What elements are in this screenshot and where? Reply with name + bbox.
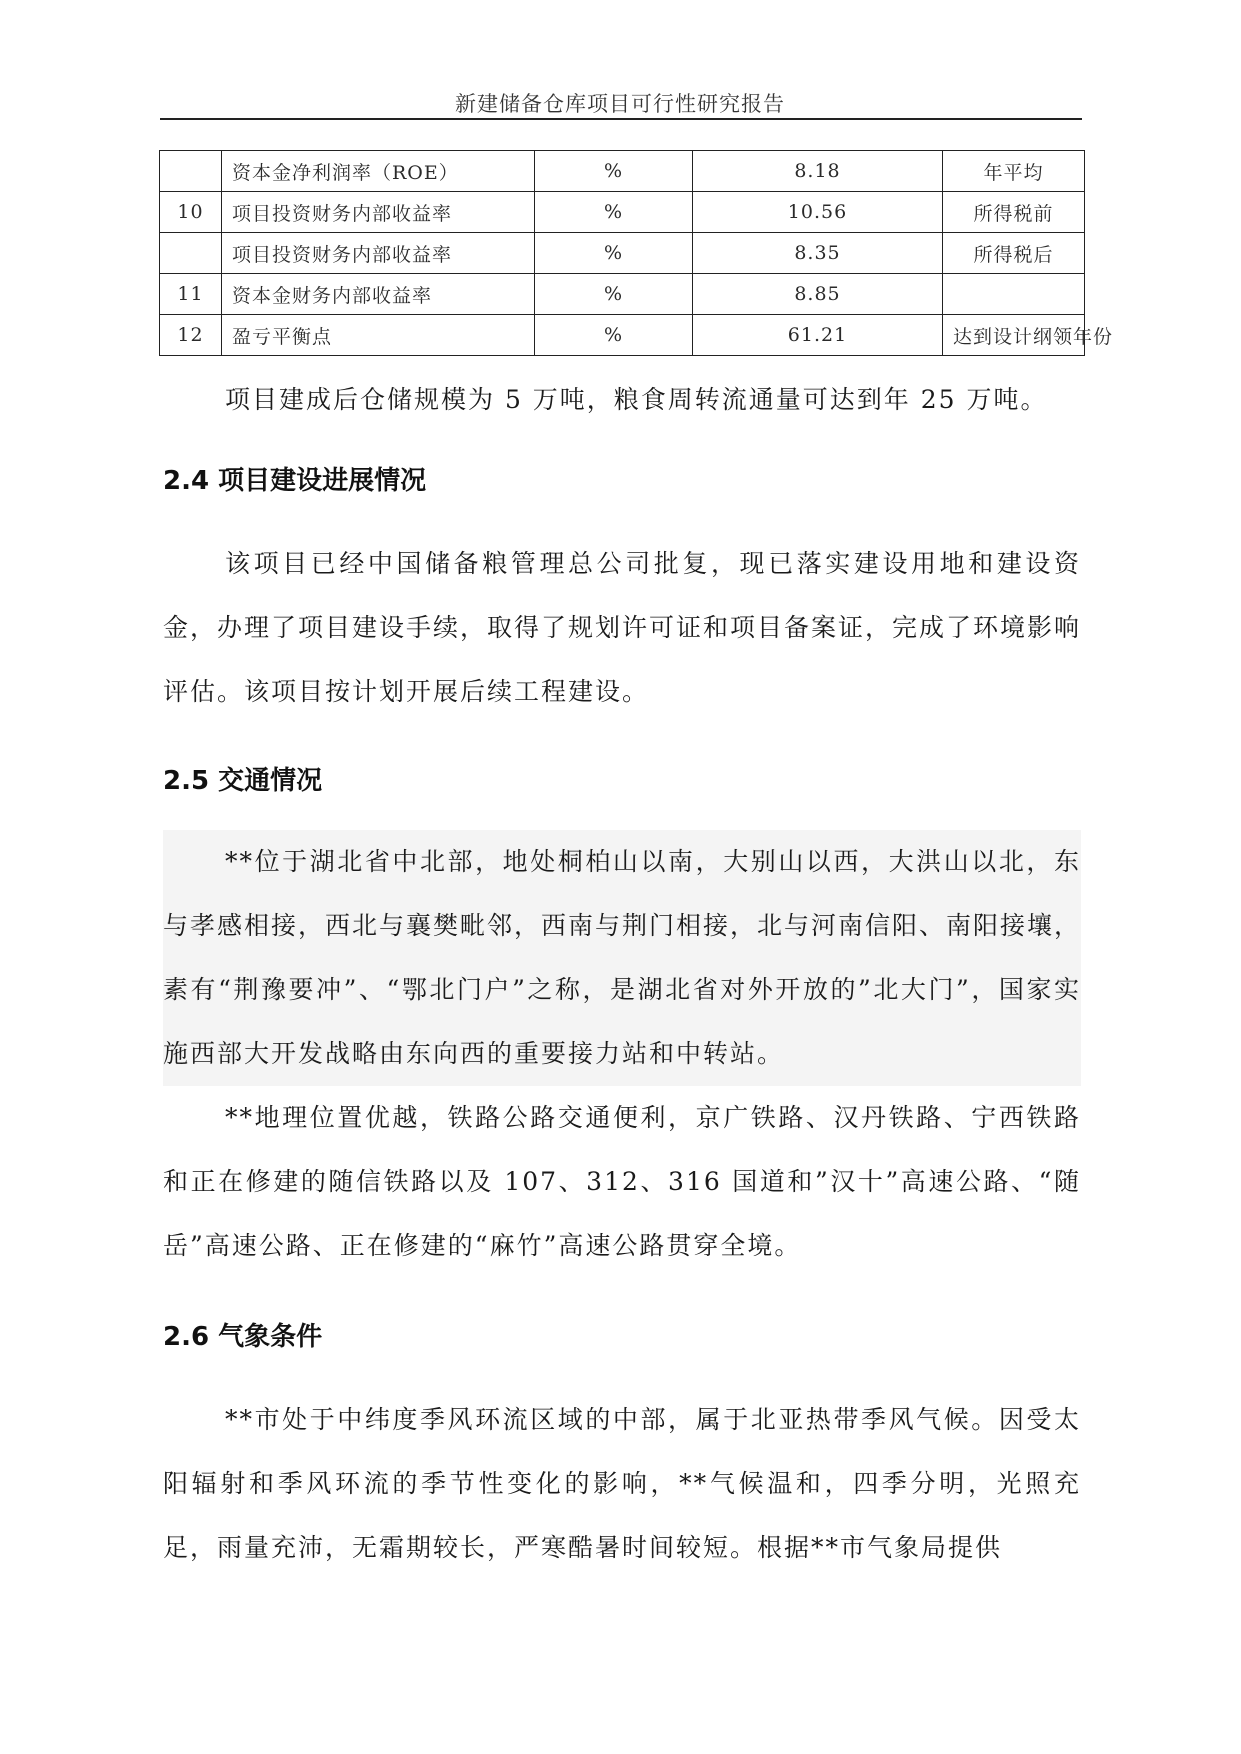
- row-number: [160, 233, 222, 274]
- metric-value: 61.21: [693, 315, 943, 356]
- metric-unit: %: [535, 315, 693, 356]
- table-row: [160, 315, 1085, 356]
- metric-name: 项目投资财务内部收益率: [222, 192, 535, 233]
- metric-unit: %: [535, 233, 693, 274]
- financial-metrics-table: [159, 150, 1114, 356]
- metric-value: 8.18: [693, 151, 943, 192]
- metric-note: [943, 274, 1085, 315]
- section-title-2-4: 2.4 项目建设进展情况: [163, 466, 427, 496]
- section-2-5-paragraph-location: **位于湖北省中北部，地处桐柏山以南，大别山以西，大洪山以北，东与孝感相接，西北与襄樊毗邻，西南与荆门相接，北与河南信阳、南阳接壤，素有“荆豫要冲”、“鄂北门户”之称，是湖北省对外开放的”北大门”，国家实施西部大开发战略由东向西的重要接力站和中转站。: [163, 830, 1081, 1086]
- metric-name: 资本金财务内部收益率: [222, 274, 535, 315]
- metric-value: 8.35: [693, 233, 943, 274]
- metric-value: 8.85: [693, 274, 943, 315]
- metric-unit: %: [535, 192, 693, 233]
- summary-paragraph: 项目建成后仓储规模为 5 万吨，粮食周转流通量可达到年 25 万吨。: [225, 385, 1048, 414]
- header-rule: [160, 118, 1082, 120]
- metric-note: 所得税后: [943, 233, 1085, 274]
- table-row: [160, 233, 1085, 274]
- metric-name: 项目投资财务内部收益率: [222, 233, 535, 274]
- section-2-4-paragraph: 该项目已经中国储备粮管理总公司批复，现已落实建设用地和建设资金，办理了项目建设手续，取得了规划许可证和项目备案证，完成了环境影响评估。该项目按计划开展后续工程建设。: [163, 549, 1082, 706]
- table-row: [160, 192, 1085, 233]
- page-header-title: 新建储备仓库项目可行性研究报告: [455, 92, 785, 116]
- metric-note: 达到设计纲领年份: [943, 315, 1085, 356]
- section-2-6-paragraph: **市处于中纬度季风环流区域的中部，属于北亚热带季风气候。因受太阳辐射和季风环流的季节性变化的影响，**气候温和，四季分明，光照充足，雨量充沛，无霜期较长，严寒酷暑时间较短。根据**市气象局提供: [163, 1405, 1081, 1562]
- metric-name: 资本金净利润率（ROE）: [222, 151, 535, 192]
- table-row: [160, 274, 1085, 315]
- section-title-2-5: 2.5 交通情况: [163, 766, 323, 796]
- row-number: 11: [160, 274, 222, 315]
- row-number: [160, 151, 222, 192]
- metric-name: 盈亏平衡点: [222, 315, 535, 356]
- section-2-5-paragraph-transport: **地理位置优越，铁路公路交通便利，京广铁路、汉丹铁路、宁西铁路和正在修建的随信铁路以及 107、312、316 国道和”汉十”高速公路、“随岳”高速公路、正在修建的“麻竹”高速公路贯穿全境。: [163, 1103, 1081, 1260]
- metric-note: 年平均: [943, 151, 1085, 192]
- metric-unit: %: [535, 151, 693, 192]
- row-number: 12: [160, 315, 222, 356]
- row-number: 10: [160, 192, 222, 233]
- metric-unit: %: [535, 274, 693, 315]
- metric-value: 10.56: [693, 192, 943, 233]
- table-row: [160, 151, 1085, 192]
- metric-note: 所得税前: [943, 192, 1085, 233]
- section-title-2-6: 2.6 气象条件: [163, 1322, 323, 1352]
